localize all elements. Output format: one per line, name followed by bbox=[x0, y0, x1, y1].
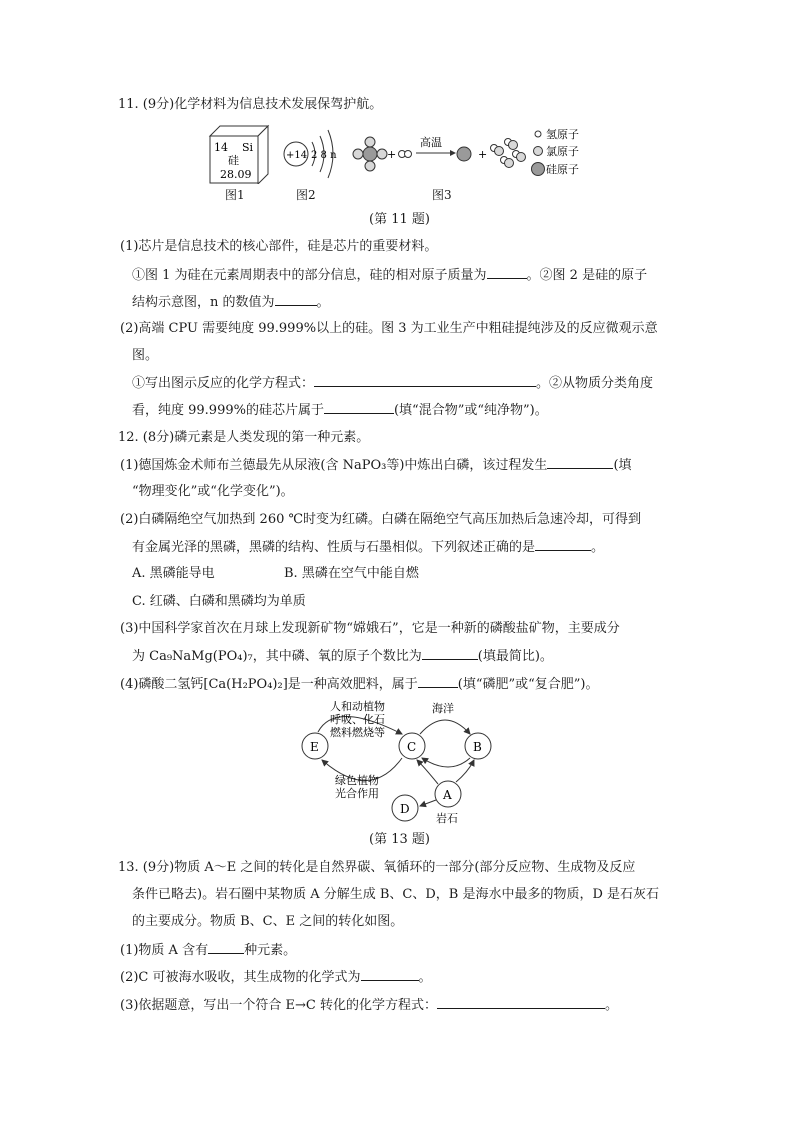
q12-part2-line2: 有金属光泽的黑磷，黑磷的结构、性质与石墨相似。下列叙述正确的是 。 bbox=[132, 537, 604, 558]
element-number: 14 bbox=[214, 141, 228, 154]
fig2-label: 图2 bbox=[296, 188, 316, 202]
q11-part1: (1)芯片是信息技术的核心部件，硅是芯片的重要材料。 bbox=[120, 239, 438, 254]
q13-caption: (第 13 题) bbox=[369, 832, 430, 847]
svg-text:A: A bbox=[443, 788, 452, 802]
q11-title: 11. (9分)化学材料为信息技术发展保驾护航。 bbox=[118, 97, 383, 112]
q12-part2: (2)白磷隔绝空气加热到 260 ℃时变为红磷。白磷在隔绝空气高压加热后急速冷却，可得到 bbox=[120, 512, 642, 527]
q12-part4: (4)磷酸二氢钙[Ca(H₂PO₄)₂]是一种高效肥料，属于 (填“磷肥”或“复合肥”)。 bbox=[120, 674, 599, 695]
condition-text: 高温 bbox=[420, 136, 442, 149]
figure-3-reaction bbox=[350, 124, 590, 184]
svg-text:E: E bbox=[310, 740, 319, 754]
q11-part2: (2)高端 CPU 需要纯度 99.999%以上的硅。图 3 为工业生产中粗硅提纯涉及的反应微观示意 bbox=[120, 321, 658, 336]
plus-1: + bbox=[387, 148, 397, 161]
svg-text:B: B bbox=[473, 740, 482, 754]
nucleus-charge: +14 bbox=[286, 150, 308, 161]
q13-title: 13. (9分)物质 A～E 之间的转化是自然界碳、氧循环的一部分(部分反应物、生成物及反应 bbox=[118, 860, 636, 875]
q11-part1-line3: 结构示意图，n 的数值为 。 bbox=[132, 292, 330, 313]
q12-option-a: A. 黑磷能导电 bbox=[132, 566, 215, 581]
q11-part2-line4: 看，纯度 99.999%的硅芯片属于 (填“混合物”或“纯净物”)。 bbox=[132, 400, 548, 421]
label-respiration-2: 呼吸、化石 bbox=[330, 713, 385, 726]
plus-2: + bbox=[478, 148, 488, 161]
q13-title-line3: 的主要成分。物质 B、C、E 之间的转化如图。 bbox=[132, 914, 404, 929]
q12-title: 12. (8分)磷元素是人类发现的第一种元素。 bbox=[118, 430, 370, 445]
svg-text:D: D bbox=[400, 802, 410, 816]
label-photosynthesis-1: 绿色植物 bbox=[335, 774, 379, 787]
label-respiration-3: 燃料燃烧等 bbox=[330, 726, 385, 739]
q11-part2-line3: ①写出图示反应的化学方程式： 。②从物质分类角度 bbox=[132, 373, 653, 394]
q12-option-b: B. 黑磷在空气中能自燃 bbox=[284, 566, 419, 581]
svg-text:C: C bbox=[407, 740, 417, 754]
shell-electrons: 2 8 n bbox=[311, 150, 337, 161]
fig3-label: 图3 bbox=[432, 188, 452, 202]
label-photosynthesis-2: 光合作用 bbox=[335, 787, 379, 800]
legend-hydrogen: 氢原子 bbox=[546, 128, 579, 141]
q11-caption: (第 11 题) bbox=[369, 212, 430, 227]
figure-2-atom-structure bbox=[282, 124, 346, 184]
q12-option-c: C. 红磷、白磷和黑磷均为单质 bbox=[132, 594, 306, 609]
q13-part3: (3)依据题意，写出一个符合 E→C 转化的化学方程式： 。 bbox=[120, 995, 618, 1016]
element-symbol: Si bbox=[242, 141, 254, 154]
q12-part1-line2: “物理变化”或“化学变化”)。 bbox=[132, 484, 294, 499]
element-mass: 28.09 bbox=[220, 168, 252, 181]
fig1-label: 图1 bbox=[225, 188, 245, 202]
label-ocean: 海洋 bbox=[432, 702, 454, 715]
cycle-diagram bbox=[290, 698, 510, 826]
label-respiration-1: 人和动植物 bbox=[330, 700, 385, 713]
q11-part2-line2: 图。 bbox=[132, 348, 159, 363]
q13-part1: (1)物质 A 含有 种元素。 bbox=[120, 940, 296, 961]
label-rock: 岩石 bbox=[436, 812, 458, 825]
element-name: 硅 bbox=[228, 154, 239, 167]
q11-part1-line2: ①图 1 为硅在元素周期表中的部分信息，硅的相对原子质量为 。②图 2 是硅的原子 bbox=[132, 265, 647, 286]
q12-part1: (1)德国炼金术师布兰德最先从尿液(含 NaPO₃等)中炼出白磷，该过程发生 (填 bbox=[120, 455, 632, 476]
q12-part3-line2: 为 Ca₉NaMg(PO₄)₇，其中磷、氧的原子个数比为 (填最简比)。 bbox=[132, 646, 553, 667]
legend-chlorine: 氯原子 bbox=[546, 145, 579, 158]
legend-silicon: 硅原子 bbox=[546, 163, 579, 176]
q13-title-line2: 条件已略去)。岩石圈中某物质 A 分解生成 B、C、D，B 是海水中最多的物质，D 是石灰石 bbox=[132, 887, 660, 902]
figure-1-element-box bbox=[208, 124, 270, 184]
q13-part2: (2)C 可被海水吸收，其生成物的化学式为 。 bbox=[120, 967, 432, 988]
q12-part3: (3)中国科学家首次在月球上发现新矿物“嫦娥石”，它是一种新的磷酸盐矿物，主要成分 bbox=[120, 621, 620, 636]
